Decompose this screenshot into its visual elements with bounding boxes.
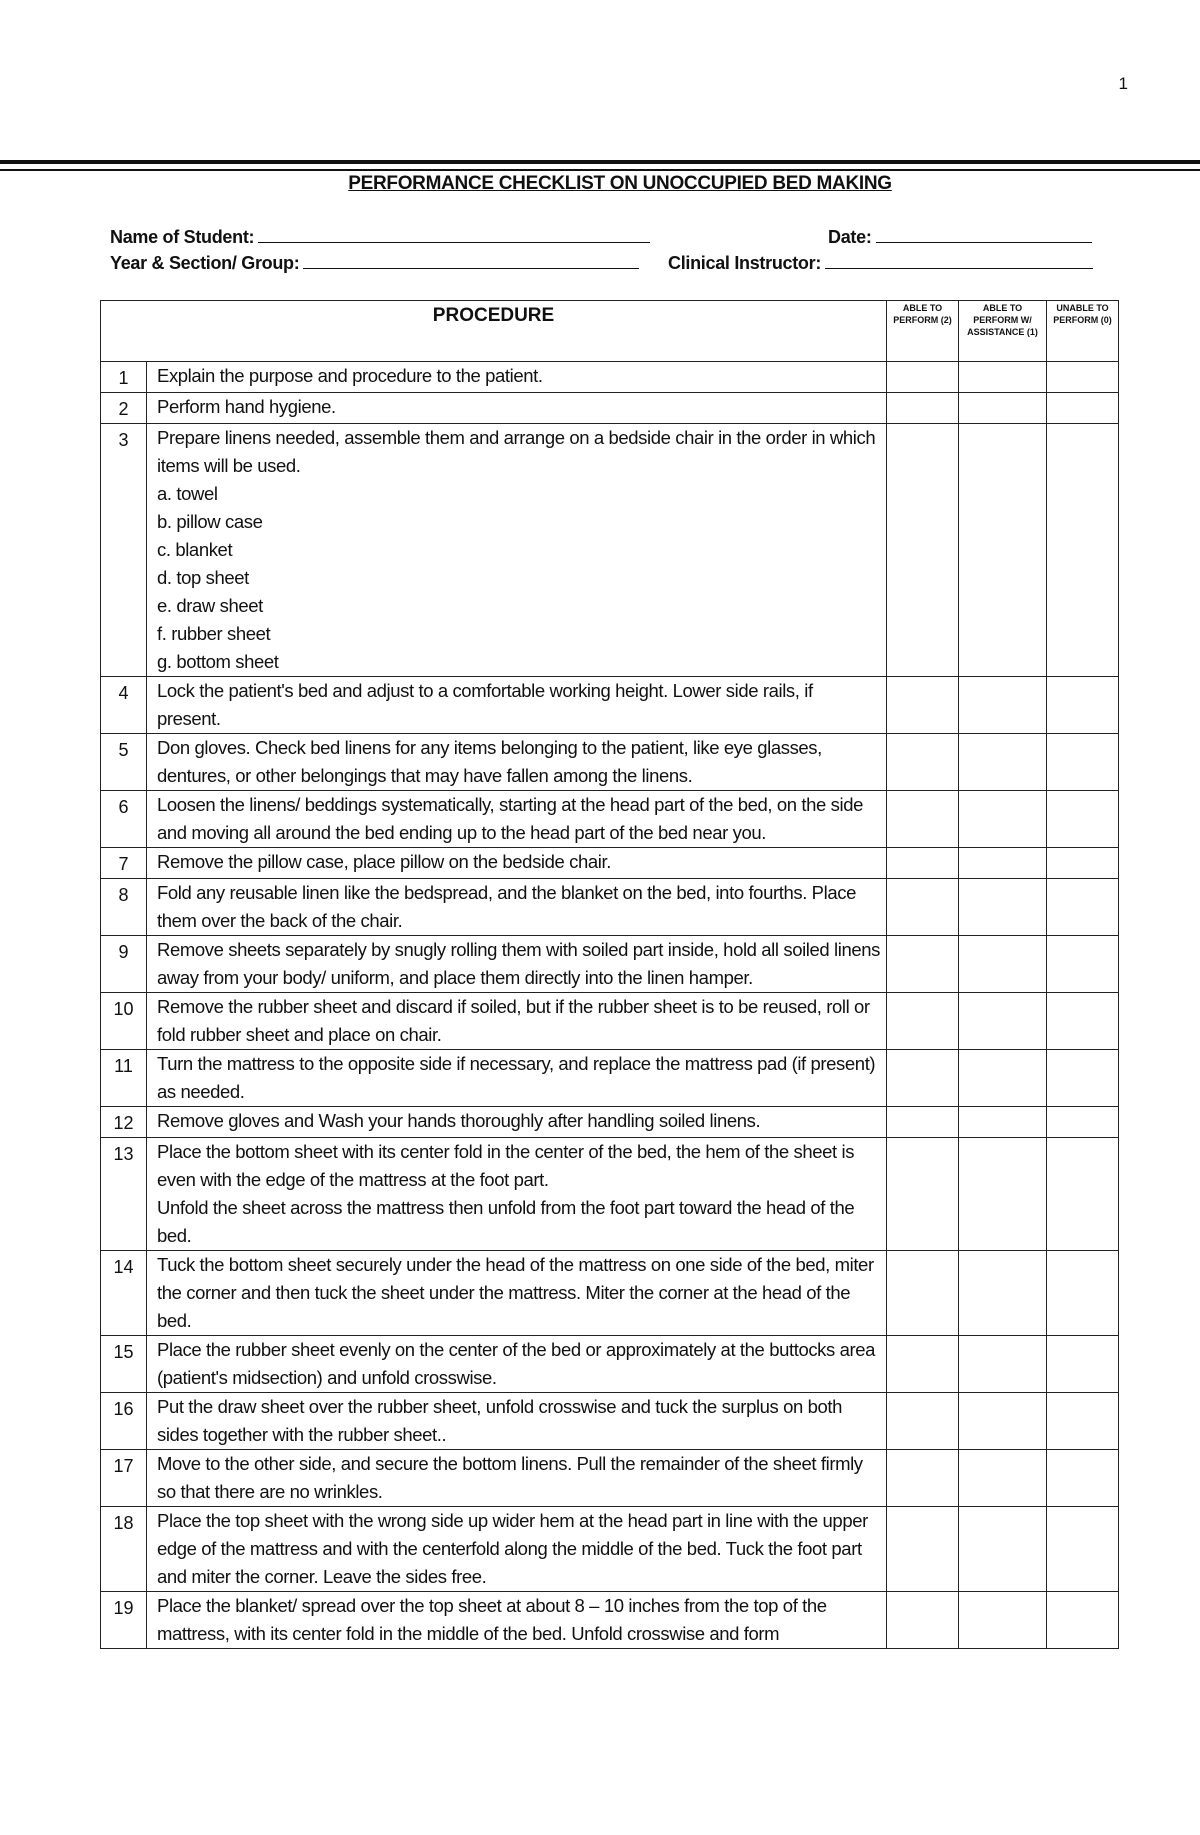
step-subitem: b. pillow case	[157, 511, 263, 532]
step-description	[147, 1138, 887, 1251]
step-subitem: e. draw sheet	[157, 595, 263, 616]
score-able-cell[interactable]	[887, 791, 959, 848]
step-text: Tuck the bottom sheet securely under the head of the mattress on one side of the bed, miter the corner and then tuck the sheet under the mattress. Miter the corner at the head of the bed.	[157, 1254, 874, 1331]
step-number: 7	[101, 848, 147, 879]
step-subitem: g. bottom sheet	[157, 651, 279, 672]
step-number: 16	[101, 1393, 147, 1450]
step-subitem: a. towel	[157, 483, 218, 504]
step-description	[147, 1050, 887, 1107]
score-with-assistance-cell[interactable]	[959, 393, 1047, 424]
score-unable-cell[interactable]	[1047, 1138, 1119, 1251]
header-rule-thin	[0, 169, 1200, 171]
score-unable-cell[interactable]	[1047, 1107, 1119, 1138]
checklist-body	[101, 362, 1119, 1649]
step-number: 6	[101, 791, 147, 848]
step-description	[147, 424, 887, 677]
score-unable-cell[interactable]	[1047, 791, 1119, 848]
table-row	[101, 1251, 1119, 1336]
score-unable-cell[interactable]	[1047, 1393, 1119, 1450]
score-with-assistance-cell[interactable]	[959, 1107, 1047, 1138]
step-number: 18	[101, 1507, 147, 1592]
step-number: 11	[101, 1050, 147, 1107]
step-description	[147, 677, 887, 734]
score-unable-cell[interactable]	[1047, 677, 1119, 734]
score-unable-cell[interactable]	[1047, 848, 1119, 879]
score-with-assistance-cell[interactable]	[959, 677, 1047, 734]
step-text: Lock the patient's bed and adjust to a comfortable working height. Lower side rails, if present.	[157, 680, 813, 729]
year-section-field	[110, 252, 639, 274]
step-text: Place the rubber sheet evenly on the center of the bed or approximately at the buttocks area (patient's midsection) and unfold crosswise.	[157, 1339, 876, 1388]
step-text: Loosen the linens/ beddings systematically, starting at the head part of the bed, on the side and moving all around the bed ending up to the head part of the bed near you.	[157, 794, 864, 843]
score-able-cell[interactable]	[887, 677, 959, 734]
clinical-instructor-blank	[825, 252, 1093, 269]
score-unable-cell[interactable]	[1047, 1592, 1119, 1649]
table-row	[101, 879, 1119, 936]
step-description	[147, 1450, 887, 1507]
step-description	[147, 1251, 887, 1336]
score-with-assistance-cell[interactable]	[959, 734, 1047, 791]
step-text: Remove gloves and Wash your hands thoroughly after handling soiled linens.	[157, 1110, 761, 1131]
score-able-cell[interactable]	[887, 1336, 959, 1393]
step-description	[147, 936, 887, 993]
clinical-instructor-label: Clinical Instructor:	[668, 253, 822, 273]
score-with-assistance-cell[interactable]	[959, 879, 1047, 936]
score-able-cell[interactable]	[887, 1507, 959, 1592]
step-number: 4	[101, 677, 147, 734]
step-text: Fold any reusable linen like the bedspread, and the blanket on the bed, into fourths. Place them over the back of the chair.	[157, 882, 856, 931]
table-row	[101, 424, 1119, 677]
table-row	[101, 936, 1119, 993]
checklist-table	[100, 300, 1119, 1649]
score-unable-cell[interactable]	[1047, 1507, 1119, 1592]
score-able-cell[interactable]	[887, 1107, 959, 1138]
step-description	[147, 362, 887, 393]
table-row	[101, 734, 1119, 791]
score-with-assistance-cell[interactable]	[959, 791, 1047, 848]
score-with-assistance-cell[interactable]	[959, 1336, 1047, 1393]
score-with-assistance-cell[interactable]	[959, 1507, 1047, 1592]
step-text: Remove sheets separately by snugly rolling them with soiled part inside, hold all soiled linens away from your body/ uniform, and place them directly into the linen hamper.	[157, 939, 880, 988]
step-text: Place the top sheet with the wrong side up wider hem at the head part in line with the upper edge of the mattress and with the centerfold along the middle of the bed. Tuck the foot part and miter the corner. Leave the sides free.	[157, 1510, 868, 1587]
score-unable-cell[interactable]	[1047, 879, 1119, 936]
table-row	[101, 1450, 1119, 1507]
table-row	[101, 848, 1119, 879]
score-unable-cell[interactable]	[1047, 424, 1119, 677]
score-able-cell[interactable]	[887, 362, 959, 393]
step-number: 19	[101, 1592, 147, 1649]
score-able-cell[interactable]	[887, 993, 959, 1050]
step-description	[147, 791, 887, 848]
date-field	[828, 226, 1092, 248]
table-row	[101, 993, 1119, 1050]
score-unable-cell[interactable]	[1047, 1050, 1119, 1107]
student-name-blank	[258, 226, 650, 243]
score-with-assistance-cell[interactable]	[959, 362, 1047, 393]
score-able-cell[interactable]	[887, 393, 959, 424]
step-text: Remove the rubber sheet and discard if soiled, but if the rubber sheet is to be reused, roll or fold rubber sheet and place on chair.	[157, 996, 870, 1045]
step-number: 13	[101, 1138, 147, 1251]
year-section-label: Year & Section/ Group:	[110, 253, 300, 273]
step-text: Place the bottom sheet with its center fold in the center of the bed, the hem of the sheet is even with the edge of the mattress at the foot part.	[157, 1141, 855, 1190]
page-number: 1	[1118, 74, 1128, 93]
rating-header-unable: UNABLE TO PERFORM (0)	[1047, 301, 1119, 362]
score-unable-cell[interactable]	[1047, 936, 1119, 993]
step-description	[147, 393, 887, 424]
header-rule-thick	[0, 160, 1200, 164]
score-with-assistance-cell[interactable]	[959, 936, 1047, 993]
step-text: Place the blanket/ spread over the top sheet at about 8 – 10 inches from the top of the mattress, with its center fold in the middle of the bed. Unfold crosswise and form	[157, 1595, 827, 1644]
step-number: 12	[101, 1107, 147, 1138]
step-description	[147, 734, 887, 791]
step-description	[147, 1336, 887, 1393]
score-unable-cell[interactable]	[1047, 393, 1119, 424]
step-subitem: Unfold the sheet across the mattress then unfold from the foot part toward the head of the bed.	[157, 1197, 855, 1246]
step-text: Remove the pillow case, place pillow on the bedside chair.	[157, 851, 611, 872]
score-able-cell[interactable]	[887, 734, 959, 791]
step-description	[147, 879, 887, 936]
score-with-assistance-cell[interactable]	[959, 1592, 1047, 1649]
score-with-assistance-cell[interactable]	[959, 1393, 1047, 1450]
rating-header-with-assistance: ABLE TO PERFORM W/ ASSISTANCE (1)	[959, 301, 1047, 362]
procedure-header: PROCEDURE	[101, 301, 887, 362]
rating-header-able: ABLE TO PERFORM (2)	[887, 301, 959, 362]
step-number: 10	[101, 993, 147, 1050]
step-text: Prepare linens needed, assemble them and arrange on a bedside chair in the order in which items will be used.	[157, 427, 876, 476]
score-unable-cell[interactable]	[1047, 1336, 1119, 1393]
score-able-cell[interactable]	[887, 1251, 959, 1336]
score-with-assistance-cell[interactable]	[959, 424, 1047, 677]
step-number: 17	[101, 1450, 147, 1507]
score-with-assistance-cell[interactable]	[959, 1251, 1047, 1336]
score-unable-cell[interactable]	[1047, 1450, 1119, 1507]
score-able-cell[interactable]	[887, 1393, 959, 1450]
year-section-blank	[303, 252, 639, 269]
page-title: PERFORMANCE CHECKLIST ON UNOCCUPIED BED MAKING	[348, 173, 892, 194]
table-row	[101, 677, 1119, 734]
score-able-cell[interactable]	[887, 848, 959, 879]
table-row	[101, 791, 1119, 848]
step-number: 14	[101, 1251, 147, 1336]
step-description	[147, 1393, 887, 1450]
step-text: Turn the mattress to the opposite side if necessary, and replace the mattress pad (if present) as needed.	[157, 1053, 876, 1102]
score-able-cell[interactable]	[887, 1450, 959, 1507]
score-unable-cell[interactable]	[1047, 993, 1119, 1050]
score-with-assistance-cell[interactable]	[959, 1450, 1047, 1507]
score-unable-cell[interactable]	[1047, 734, 1119, 791]
table-row	[101, 362, 1119, 393]
score-unable-cell[interactable]	[1047, 1251, 1119, 1336]
step-number: 3	[101, 424, 147, 677]
step-description	[147, 1107, 887, 1138]
step-subitem: d. top sheet	[157, 567, 249, 588]
step-number: 1	[101, 362, 147, 393]
table-header-row	[101, 301, 1119, 362]
step-description	[147, 1507, 887, 1592]
clinical-instructor-field	[668, 252, 1093, 274]
step-description	[147, 848, 887, 879]
step-number: 15	[101, 1336, 147, 1393]
step-subitem: f. rubber sheet	[157, 623, 271, 644]
score-unable-cell[interactable]	[1047, 362, 1119, 393]
score-with-assistance-cell[interactable]	[959, 1050, 1047, 1107]
step-number: 8	[101, 879, 147, 936]
score-able-cell[interactable]	[887, 1138, 959, 1251]
score-able-cell[interactable]	[887, 1050, 959, 1107]
table-row	[101, 393, 1119, 424]
step-number: 5	[101, 734, 147, 791]
step-subitem: c. blanket	[157, 539, 233, 560]
table-row	[101, 1336, 1119, 1393]
step-text: Don gloves. Check bed linens for any items belonging to the patient, like eye glasses, dentures, or other belongings that may have fallen among the linens.	[157, 737, 822, 786]
score-able-cell[interactable]	[887, 1592, 959, 1649]
table-row	[101, 1050, 1119, 1107]
score-with-assistance-cell[interactable]	[959, 993, 1047, 1050]
score-able-cell[interactable]	[887, 879, 959, 936]
table-row	[101, 1507, 1119, 1592]
step-text: Explain the purpose and procedure to the patient.	[157, 365, 543, 386]
score-able-cell[interactable]	[887, 936, 959, 993]
score-with-assistance-cell[interactable]	[959, 848, 1047, 879]
step-number: 9	[101, 936, 147, 993]
student-name-label: Name of Student:	[110, 227, 255, 247]
table-row	[101, 1107, 1119, 1138]
table-row	[101, 1138, 1119, 1251]
step-description	[147, 993, 887, 1050]
table-row	[101, 1393, 1119, 1450]
step-text: Put the draw sheet over the rubber sheet, unfold crosswise and tuck the surplus on both sides together with the rubber sheet..	[157, 1396, 843, 1445]
student-name-field	[110, 226, 650, 248]
date-label: Date:	[828, 227, 872, 247]
step-number: 2	[101, 393, 147, 424]
score-able-cell[interactable]	[887, 424, 959, 677]
table-row	[101, 1592, 1119, 1649]
step-text: Move to the other side, and secure the bottom linens. Pull the remainder of the sheet firmly so that there are no wrinkles.	[157, 1453, 863, 1502]
score-with-assistance-cell[interactable]	[959, 1138, 1047, 1251]
step-text: Perform hand hygiene.	[157, 396, 336, 417]
step-description	[147, 1592, 887, 1649]
date-blank	[876, 226, 1092, 243]
